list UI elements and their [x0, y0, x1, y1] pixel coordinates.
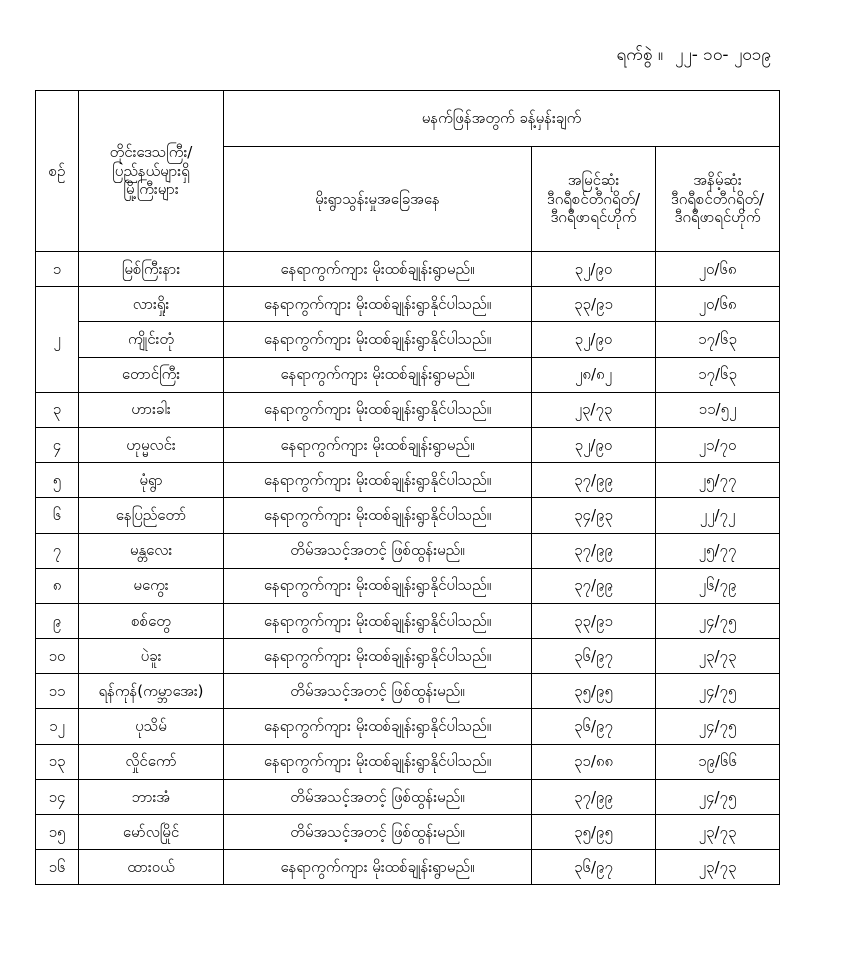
- row-city: မော်လမြိုင်: [79, 815, 224, 850]
- forecast-table: [35, 90, 780, 885]
- row-condition: နေရာကွက်ကျား မိုးထစ်ချုန်းရွာနိုင်ပါသည်။: [224, 322, 532, 357]
- table-row: [36, 603, 780, 638]
- row-max-temp: ၃၆/၉၇: [532, 709, 656, 744]
- row-min-temp: ၂၃/၇၃: [656, 815, 780, 850]
- table-row: [36, 744, 780, 779]
- header-city-line: မြို့ကြီးများ: [123, 180, 179, 199]
- row-city: ရန်ကုန်(ကမ္ဘာအေး): [79, 674, 224, 709]
- row-max-temp: ၃၃/၉၁: [532, 287, 656, 322]
- row-city: လှိုင်ကော်: [79, 744, 224, 779]
- row-max-temp: ၃၇/၉၉: [532, 779, 656, 814]
- header-rain-condition: မိုးရွာသွန်းမှုအခြေအနေ: [224, 147, 532, 252]
- row-condition: နေရာကွက်ကျား မိုးထစ်ချုန်းရွာနိုင်ပါသည်။: [224, 639, 532, 674]
- row-condition: နေရာကွက်ကျား မိုးထစ်ချုန်းရွာနိုင်ပါသည်။: [224, 498, 532, 533]
- row-city: မုံရွာ: [79, 463, 224, 498]
- row-max-temp: ၂၃/၇၃: [532, 392, 656, 427]
- table-row: [36, 568, 780, 603]
- table-row: [36, 427, 780, 462]
- row-serial-no: ၈: [36, 568, 79, 603]
- row-max-temp: ၃၇/၉၉: [532, 463, 656, 498]
- row-serial-no: ၉: [36, 603, 79, 638]
- table-header: [36, 91, 780, 252]
- row-serial-no: ၁၅: [36, 815, 79, 850]
- table-row: [36, 850, 780, 885]
- header-serial-no: စဉ်: [36, 91, 79, 252]
- table-row: [36, 252, 780, 287]
- row-min-temp: ၂၄/၇၅: [656, 603, 780, 638]
- row-condition: တိမ်အသင့်အတင့် ဖြစ်ထွန်းမည်။: [224, 674, 532, 709]
- date-line: [617, 44, 771, 69]
- row-min-temp: ၂၅/၇၇: [656, 463, 780, 498]
- header-max-line: ဒီဂရီဖာရင်ဟိုက်: [550, 208, 637, 227]
- row-min-temp: ၂၃/၇၃: [656, 850, 780, 885]
- table-row: [36, 674, 780, 709]
- row-max-temp: ၃၂/၉၀: [532, 427, 656, 462]
- row-serial-no: ၇: [36, 533, 79, 568]
- row-max-temp: ၃၂/၉၀: [532, 252, 656, 287]
- row-serial-no: ၁၀: [36, 639, 79, 674]
- table-row: [36, 322, 780, 357]
- row-min-temp: ၁၁/၅၂: [656, 392, 780, 427]
- row-serial-no: ၆: [36, 498, 79, 533]
- row-condition: နေရာကွက်ကျား မိုးထစ်ချုန်းရွာမည်။: [224, 357, 532, 392]
- row-city: နေပြည်တော်: [79, 498, 224, 533]
- row-min-temp: ၂၅/၇၇: [656, 533, 780, 568]
- table-row: [36, 357, 780, 392]
- row-max-temp: ၃၆/၉၇: [532, 639, 656, 674]
- row-condition: နေရာကွက်ကျား မိုးထစ်ချုန်းရွာနိုင်ပါသည်။: [224, 463, 532, 498]
- row-min-temp: ၂၁/၇၀: [656, 427, 780, 462]
- row-max-temp: ၃၅/၉၅: [532, 674, 656, 709]
- row-max-temp: ၃၇/၉၉: [532, 568, 656, 603]
- row-city: ဘားအံ: [79, 779, 224, 814]
- header-max-line: ဒီဂရီစင်တီဂရိတ်/: [546, 189, 641, 208]
- row-max-temp: ၃၃/၉၁: [532, 603, 656, 638]
- table-row: [36, 815, 780, 850]
- row-min-temp: ၂၀/၆၈: [656, 252, 780, 287]
- header-city-line: တိုင်းဒေသကြီး/: [109, 142, 193, 161]
- row-condition: နေရာကွက်ကျား မိုးထစ်ချုန်းရွာနိုင်ပါသည်။: [224, 603, 532, 638]
- row-max-temp: ၃၅/၉၅: [532, 815, 656, 850]
- row-serial-no: ၄: [36, 427, 79, 462]
- header-min-line: အနိမ့်ဆုံး: [693, 170, 742, 189]
- row-condition: နေရာကွက်ကျား မိုးထစ်ချုန်းရွာမည်။: [224, 427, 532, 462]
- table-row: [36, 392, 780, 427]
- row-max-temp: ၂၈/၈၂: [532, 357, 656, 392]
- row-condition: တိမ်အသင့်အတင့် ဖြစ်ထွန်းမည်။: [224, 815, 532, 850]
- row-serial-no: ၁၃: [36, 744, 79, 779]
- row-serial-no: ၃: [36, 392, 79, 427]
- row-serial-no: ၂: [36, 287, 79, 393]
- row-min-temp: ၂၆/၇၉: [656, 568, 780, 603]
- row-min-temp: ၂၄/၇၅: [656, 709, 780, 744]
- header-max-temp: [532, 147, 656, 252]
- header-min-line: ဒီဂရီစင်တီဂရိတ်/: [670, 189, 765, 208]
- date-value: ၂၂- ၁၀- ၂၀၁၉: [675, 45, 771, 65]
- row-max-temp: ၃၇/၉၉: [532, 533, 656, 568]
- table-row: [36, 498, 780, 533]
- row-condition: တိမ်အသင့်အတင့် ဖြစ်ထွန်းမည်။: [224, 533, 532, 568]
- row-serial-no: ၁၆: [36, 850, 79, 885]
- row-serial-no: ၁၂: [36, 709, 79, 744]
- table-row: [36, 463, 780, 498]
- header-forecast-group: မနက်ဖြန်အတွက် ခန့်မှန်းချက်: [224, 91, 780, 147]
- row-max-temp: ၃၆/၉၇: [532, 850, 656, 885]
- row-min-temp: ၂၀/၆၈: [656, 287, 780, 322]
- header-city-line: ပြည်နယ်များရှိ: [112, 161, 190, 180]
- header-max-line: အမြင့်ဆုံး: [567, 170, 620, 189]
- row-min-temp: ၂၄/၇၅: [656, 674, 780, 709]
- row-min-temp: ၁၉/၆၆: [656, 744, 780, 779]
- row-min-temp: ၂၃/၇၃: [656, 639, 780, 674]
- header-min-temp: [656, 147, 780, 252]
- row-city: ပုသိမ်: [79, 709, 224, 744]
- row-serial-no: ၅: [36, 463, 79, 498]
- header-min-line: ဒီဂရီဖာရင်ဟိုက်: [674, 208, 761, 227]
- row-city: စစ်တွေ: [79, 603, 224, 638]
- row-city: တောင်ကြီး: [79, 357, 224, 392]
- row-condition: နေရာကွက်ကျား မိုးထစ်ချုန်းရွာနိုင်ပါသည်။: [224, 568, 532, 603]
- row-city: မန္တလေး: [79, 533, 224, 568]
- row-condition: နေရာကွက်ကျား မိုးထစ်ချုန်းရွာမည်။: [224, 252, 532, 287]
- row-condition: နေရာကွက်ကျား မိုးထစ်ချုန်းရွာနိုင်ပါသည်။: [224, 744, 532, 779]
- header-city: [79, 91, 224, 252]
- row-min-temp: ၂၂/၇၂: [656, 498, 780, 533]
- row-min-temp: ၁၇/၆၃: [656, 322, 780, 357]
- row-city: ကျိုင်းတုံ: [79, 322, 224, 357]
- table-body: [36, 252, 780, 885]
- table-row: [36, 709, 780, 744]
- row-condition: နေရာကွက်ကျား မိုးထစ်ချုန်းရွာနိုင်ပါသည်။: [224, 392, 532, 427]
- row-condition: နေရာကွက်ကျား မိုးထစ်ချုန်းရွာမည်။: [224, 850, 532, 885]
- row-min-temp: ၁၇/၆၃: [656, 357, 780, 392]
- row-city: ပဲခူး: [79, 639, 224, 674]
- row-max-temp: ၃၂/၉၀: [532, 322, 656, 357]
- row-city: မြစ်ကြီးနား: [79, 252, 224, 287]
- table-row: [36, 287, 780, 322]
- row-min-temp: ၂၄/၇၅: [656, 779, 780, 814]
- table-row: [36, 533, 780, 568]
- row-max-temp: ၃၁/၈၈: [532, 744, 656, 779]
- row-city: လားရှိုး: [79, 287, 224, 322]
- row-serial-no: ၁: [36, 252, 79, 287]
- row-city: ဟုမ္မလင်း: [79, 427, 224, 462]
- row-serial-no: ၁၁: [36, 674, 79, 709]
- row-max-temp: ၃၄/၉၃: [532, 498, 656, 533]
- row-condition: နေရာကွက်ကျား မိုးထစ်ချုန်းရွာနိုင်ပါသည်။: [224, 709, 532, 744]
- row-condition: နေရာကွက်ကျား မိုးထစ်ချုန်းရွာနိုင်ပါသည်။: [224, 287, 532, 322]
- row-city: ထားဝယ်: [79, 850, 224, 885]
- table-row: [36, 639, 780, 674]
- date-label: ရက်စွဲ ။: [616, 45, 664, 65]
- table-row: [36, 779, 780, 814]
- row-serial-no: ၁၄: [36, 779, 79, 814]
- row-city: မကွေး: [79, 568, 224, 603]
- row-condition: တိမ်အသင့်အတင့် ဖြစ်ထွန်းမည်။: [224, 779, 532, 814]
- row-city: ဟားခါး: [79, 392, 224, 427]
